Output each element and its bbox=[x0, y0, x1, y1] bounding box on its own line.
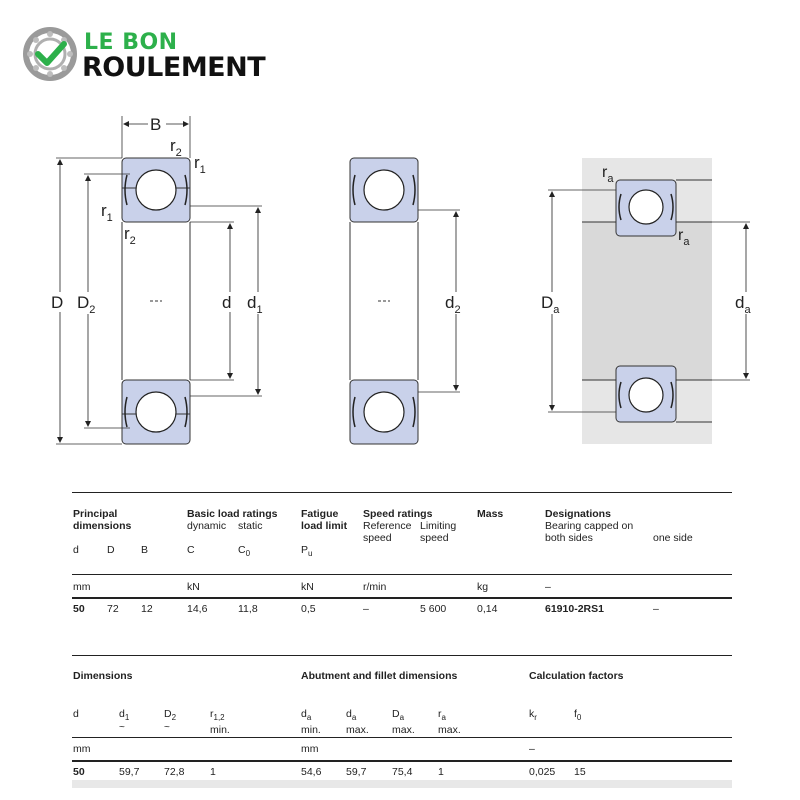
table1-top-rule bbox=[72, 492, 732, 493]
t1-group-principal: Principal dimensions bbox=[73, 508, 132, 532]
t1-sym-d: d bbox=[73, 544, 79, 556]
t1-row-d: 50 bbox=[73, 603, 85, 615]
t2-sym-r12: $r_{1,2}$ min. bbox=[210, 708, 230, 736]
label-ra-top: $r_a$ bbox=[602, 164, 614, 185]
t1-row-D: 72 bbox=[107, 603, 119, 615]
table2-mid-rule bbox=[72, 737, 732, 738]
t2-row-f0: 15 bbox=[574, 766, 586, 778]
t1-row-ref-speed: – bbox=[363, 603, 369, 615]
t1-unit-rpm: r/min bbox=[363, 581, 387, 593]
brand-logo bbox=[22, 26, 302, 86]
t1-group-fatigue: Fatigue load limit bbox=[301, 508, 348, 532]
t1-dynamic: dynamic bbox=[187, 520, 227, 532]
table2-top-rule bbox=[72, 655, 732, 656]
brand-line2: ROULEMENT bbox=[82, 52, 266, 83]
bearing-section-2 bbox=[350, 158, 460, 444]
t1-unit-kN: kN bbox=[187, 581, 200, 593]
label-D: D bbox=[51, 293, 64, 312]
t2-sym-D2: $D_2$ ~ bbox=[164, 708, 177, 733]
label-Da: $D_a$ bbox=[541, 293, 560, 316]
label-da: $d_a$ bbox=[735, 293, 751, 316]
table1-row-rule bbox=[72, 597, 732, 599]
t2-row-D2: 72,8 bbox=[164, 766, 185, 778]
t2-sym-d1: $d_1$ ~ bbox=[119, 708, 130, 733]
t1-row-one-side: – bbox=[653, 603, 659, 615]
bearing-section-1 bbox=[56, 116, 262, 444]
abutment-section bbox=[548, 158, 750, 444]
t1-row-lim-speed: 5 600 bbox=[420, 603, 447, 615]
t1-unit-mm: mm bbox=[73, 581, 91, 593]
bearing-drawing bbox=[0, 100, 800, 460]
t1-one-side: one side bbox=[653, 532, 693, 544]
t2-sym-d: d bbox=[73, 708, 79, 720]
label-d1: $d_1$ bbox=[247, 293, 263, 316]
t1-row-mass: 0,14 bbox=[477, 603, 498, 615]
t2-unit-dash: – bbox=[529, 743, 535, 755]
label-B: B bbox=[150, 115, 162, 134]
t2-row-kr: 0,025 bbox=[529, 766, 556, 778]
t2-row-d: 50 bbox=[73, 766, 85, 778]
t1-unit-kN-fatigue: kN bbox=[301, 581, 314, 593]
t2-unit-mm: mm bbox=[73, 743, 91, 755]
t1-lim-speed: Limiting speed bbox=[420, 520, 457, 544]
table2-row-rule bbox=[72, 760, 732, 762]
t1-unit-kg: kg bbox=[477, 581, 489, 593]
t1-static: static bbox=[238, 520, 263, 532]
t2-sym-f0: $f_0$ bbox=[574, 708, 582, 722]
t2-sym-kr: $k_r$ bbox=[529, 708, 537, 722]
label-d2: $d_2$ bbox=[445, 293, 461, 316]
t2-group-dims: Dimensions bbox=[73, 670, 133, 682]
t1-row-designation: 61910-2RS1 bbox=[545, 603, 604, 615]
t2-sym-da-max: $d_a$ max. bbox=[346, 708, 369, 736]
label-r2-top: $r_2$ bbox=[170, 136, 182, 159]
t1-row-B: 12 bbox=[141, 603, 153, 615]
label-ra-right: $r_a$ bbox=[678, 227, 690, 248]
t1-capped-both: Bearing capped on both sides bbox=[545, 520, 634, 544]
t2-row-ra-max: 1 bbox=[438, 766, 444, 778]
t2-sym-Da-max: $D_a$ max. bbox=[392, 708, 415, 736]
t1-sym-B: B bbox=[141, 544, 149, 556]
t1-unit-dash: – bbox=[545, 581, 551, 593]
t2-row-d1: 59,7 bbox=[119, 766, 140, 778]
t1-group-designations: Designations bbox=[545, 508, 611, 520]
t1-row-C: 14,6 bbox=[187, 603, 208, 615]
label-d: d bbox=[222, 293, 232, 312]
t1-row-Pu: 0,5 bbox=[301, 603, 316, 615]
t1-sym-Pu: $P_u$ bbox=[301, 544, 313, 558]
t2-row-r12: 1 bbox=[210, 766, 216, 778]
t2-sym-da-min: $d_a$ min. bbox=[301, 708, 321, 736]
table1-mid-rule bbox=[72, 574, 732, 575]
t2-group-calc: Calculation factors bbox=[529, 670, 624, 682]
t2-row-Da-max: 75,4 bbox=[392, 766, 413, 778]
table2-bottom-band bbox=[72, 780, 732, 788]
label-r1-left: $r_1$ bbox=[101, 201, 113, 224]
t1-sym-C: C bbox=[187, 544, 195, 556]
bearing-check-icon bbox=[22, 26, 78, 82]
t1-row-C0: 11,8 bbox=[238, 603, 258, 615]
t2-unit-mm-abutment: mm bbox=[301, 743, 319, 755]
t2-sym-ra-max: $r_a$ max. bbox=[438, 708, 461, 736]
brand-line1: LE BON bbox=[84, 30, 178, 55]
t1-group-mass: Mass bbox=[477, 508, 504, 520]
t1-ref-speed: Reference speed bbox=[363, 520, 412, 544]
t2-row-da-min: 54,6 bbox=[301, 766, 322, 778]
t2-row-da-max: 59,7 bbox=[346, 766, 367, 778]
t1-group-speed: Speed ratings bbox=[363, 508, 433, 520]
label-D2: $D_2$ bbox=[77, 293, 96, 316]
label-r2-left: $r_2$ bbox=[124, 224, 136, 247]
t2-group-abutment: Abutment and fillet dimensions bbox=[301, 670, 458, 682]
t1-group-basic: Basic load ratings bbox=[187, 508, 278, 520]
t1-sym-D: D bbox=[107, 544, 115, 556]
label-r1-top: $r_1$ bbox=[194, 153, 206, 176]
t1-sym-C0: $C_0$ bbox=[238, 544, 251, 558]
